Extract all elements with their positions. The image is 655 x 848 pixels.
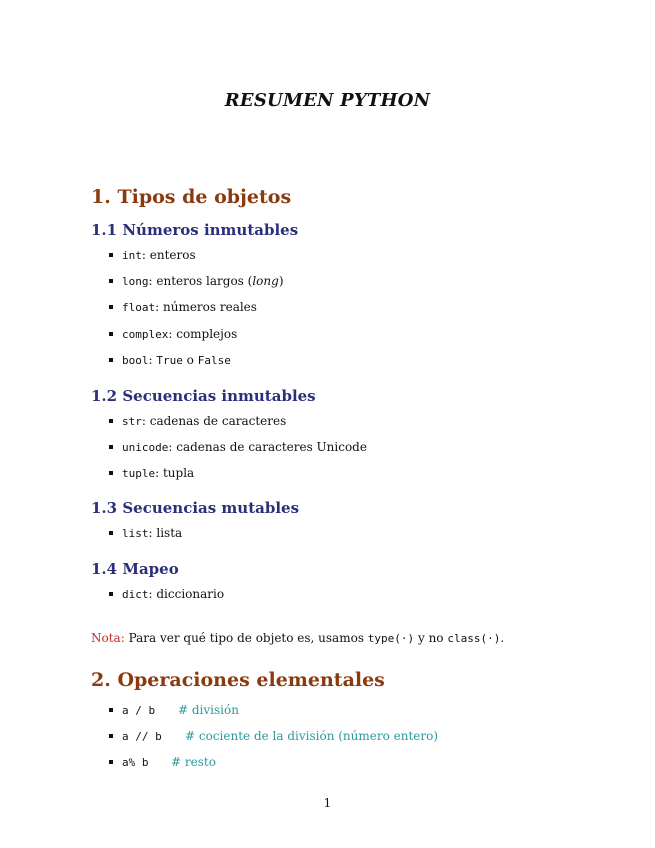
item-description: : tupla bbox=[155, 466, 195, 480]
subsection-label: Secuencias inmutables bbox=[122, 387, 316, 405]
bullet-icon bbox=[109, 253, 113, 257]
bullet-icon bbox=[109, 592, 113, 596]
bullet-icon bbox=[109, 445, 113, 449]
bullet-icon bbox=[109, 708, 113, 712]
bullet-icon bbox=[109, 358, 113, 362]
code-comment: # cociente de la división (número entero) bbox=[185, 729, 439, 743]
list-item-float bbox=[109, 299, 257, 316]
bullet-icon bbox=[109, 471, 113, 475]
code-expression: a // b bbox=[122, 730, 162, 743]
code-type-name: list bbox=[122, 527, 149, 540]
subsection-number: 1.1 bbox=[91, 221, 118, 239]
subsection-heading-secuencias-mutables bbox=[91, 499, 299, 517]
item-description: : diccionario bbox=[148, 587, 225, 601]
code-value-true: True bbox=[156, 354, 183, 367]
code-type-name: float bbox=[122, 301, 156, 314]
code-type-name: tuple bbox=[122, 467, 156, 480]
code-type-name: int bbox=[122, 249, 142, 262]
bullet-icon bbox=[109, 531, 113, 535]
item-description-close: ) bbox=[278, 274, 284, 288]
list-item-long bbox=[109, 273, 284, 290]
bullet-icon bbox=[109, 734, 113, 738]
note-paragraph bbox=[91, 631, 504, 645]
code-type-name: unicode bbox=[122, 441, 169, 454]
item-description: : cadenas de caracteres bbox=[141, 414, 287, 428]
item-separator: : bbox=[148, 353, 157, 367]
note-code-class: class(·) bbox=[447, 632, 501, 645]
subsection-number: 1.3 bbox=[91, 499, 118, 517]
code-comment: # resto bbox=[171, 755, 216, 769]
item-description: : cadenas de caracteres Unicode bbox=[168, 440, 367, 454]
item-conjunction: o bbox=[182, 353, 198, 367]
code-type-name: long bbox=[122, 275, 149, 288]
list-item-complex bbox=[109, 326, 237, 343]
section-number: 2. bbox=[91, 669, 111, 691]
list-item-dict bbox=[109, 586, 224, 603]
bullet-icon bbox=[109, 279, 113, 283]
list-item-tuple bbox=[109, 465, 194, 482]
item-description: : números reales bbox=[155, 300, 257, 314]
section-label: Operaciones elementales bbox=[117, 669, 385, 691]
item-italic-term: long bbox=[252, 274, 279, 288]
subsection-label: Números inmutables bbox=[122, 221, 299, 239]
section-label: Tipos de objetos bbox=[117, 186, 292, 208]
subsection-heading-secuencias-inmutables bbox=[91, 387, 316, 405]
code-expression: a% b bbox=[122, 756, 149, 769]
note-text: Para ver qué tipo de objeto es, usamos bbox=[124, 631, 368, 645]
bullet-icon bbox=[109, 305, 113, 309]
code-type-name: bool bbox=[122, 354, 149, 367]
list-item-modulo bbox=[109, 754, 216, 771]
bullet-icon bbox=[109, 760, 113, 764]
list-item-integer-division bbox=[109, 728, 438, 745]
note-code-type: type(·) bbox=[367, 632, 415, 645]
code-type-name: complex bbox=[122, 328, 169, 341]
code-value-false: False bbox=[197, 354, 231, 367]
note-text: . bbox=[500, 631, 505, 645]
subsection-number: 1.4 bbox=[91, 560, 118, 578]
code-type-name: str bbox=[122, 415, 142, 428]
bullet-icon bbox=[109, 419, 113, 423]
bullet-icon bbox=[109, 332, 113, 336]
item-description: : enteros bbox=[141, 248, 196, 262]
subsection-heading-mapeo bbox=[91, 560, 179, 578]
code-expression: a / b bbox=[122, 704, 156, 717]
list-item-unicode bbox=[109, 439, 367, 456]
subsection-label: Mapeo bbox=[122, 560, 179, 578]
code-type-name: dict bbox=[122, 588, 149, 601]
code-comment: # división bbox=[178, 703, 239, 717]
section-number: 1. bbox=[91, 186, 111, 208]
list-item-list bbox=[109, 525, 182, 542]
document-title: RESUMEN PYTHON bbox=[224, 90, 431, 111]
item-description: : enteros largos ( bbox=[148, 274, 253, 288]
note-label: Nota: bbox=[91, 631, 125, 645]
list-item-bool bbox=[109, 352, 231, 369]
item-description: : lista bbox=[148, 526, 183, 540]
list-item-division bbox=[109, 702, 239, 719]
list-item-int bbox=[109, 247, 196, 264]
subsection-heading-numeros-inmutables bbox=[91, 221, 298, 239]
section-heading-operaciones-elementales bbox=[91, 669, 385, 691]
note-text: y no bbox=[414, 631, 448, 645]
item-description: : complejos bbox=[168, 327, 238, 341]
list-item-str bbox=[109, 413, 286, 430]
section-heading-tipos-de-objetos bbox=[91, 186, 291, 208]
subsection-label: Secuencias mutables bbox=[122, 499, 300, 517]
page-number: 1 bbox=[323, 796, 332, 810]
subsection-number: 1.2 bbox=[91, 387, 118, 405]
